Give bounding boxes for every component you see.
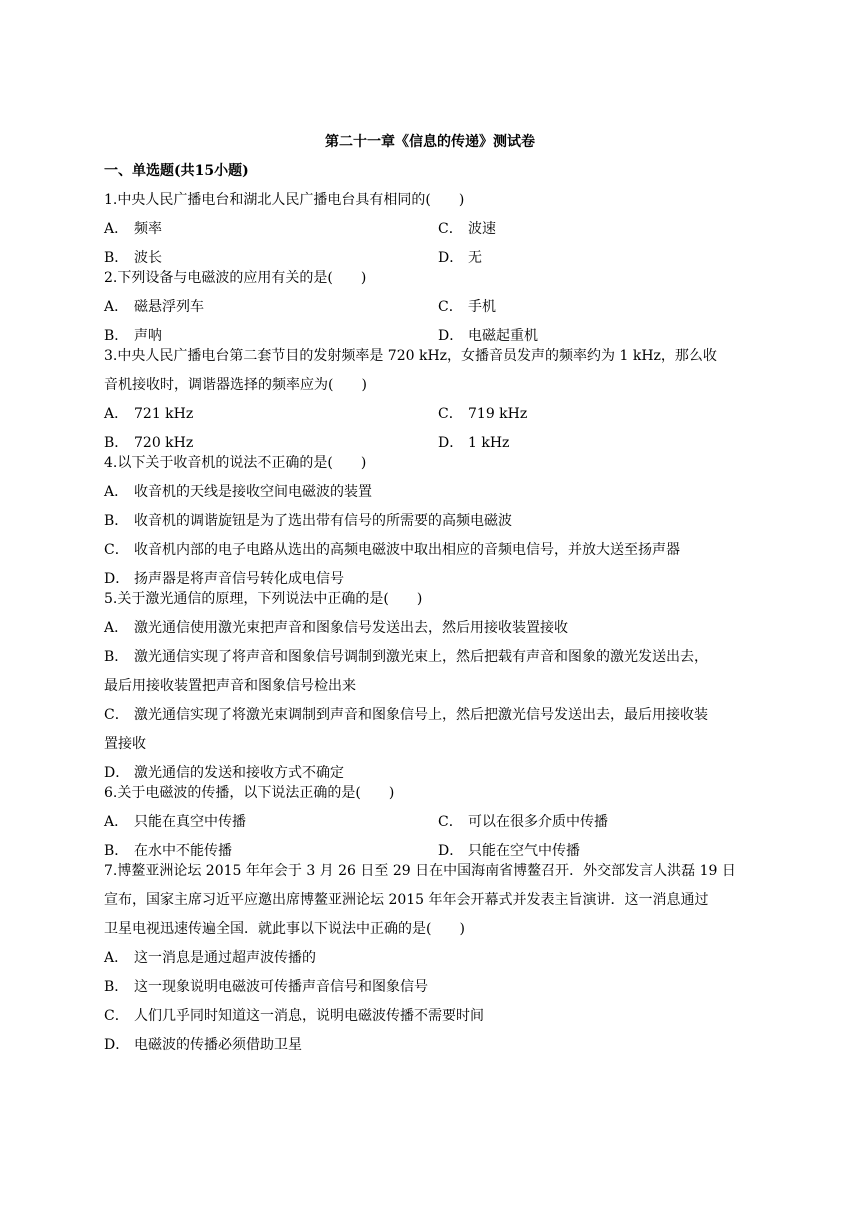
option-letter: B． bbox=[104, 979, 129, 995]
option-letter: D． bbox=[104, 571, 130, 587]
option-text: 720 kHz bbox=[134, 435, 194, 451]
option-text: 收音机的调谐旋钮是为了选出带有信号的所需要的高频电磁波 bbox=[134, 513, 512, 529]
question-7 bbox=[104, 861, 756, 1055]
option-letter: C． bbox=[104, 542, 129, 558]
option-text: 频率 bbox=[134, 221, 162, 237]
option-a bbox=[104, 482, 756, 502]
option-letter: A． bbox=[104, 221, 129, 237]
option-letter: A． bbox=[104, 484, 129, 500]
option-text: 扬声器是将声音信号转化成电信号 bbox=[134, 571, 344, 587]
option-letter: B． bbox=[104, 513, 129, 529]
option-text: 波速 bbox=[468, 221, 496, 237]
option-c-continued bbox=[104, 734, 756, 754]
option-text: 在水中不能传播 bbox=[134, 843, 232, 859]
option-letter: C． bbox=[438, 221, 463, 237]
option-b bbox=[104, 977, 756, 997]
option-text: 激光通信使用激光束把声音和图象信号发送出去，然后用接收装置接收 bbox=[134, 620, 568, 636]
option-text: 电磁起重机 bbox=[468, 328, 538, 344]
option-c bbox=[438, 404, 756, 424]
option-text: 声呐 bbox=[134, 328, 162, 344]
option-letter: A． bbox=[104, 620, 129, 636]
question-stem-line: 音机接收时，调谐器选择的频率应为( ) bbox=[104, 377, 367, 393]
option-letter: C． bbox=[104, 707, 129, 723]
option-letter: A． bbox=[104, 406, 129, 422]
option-text: 最后用接收装置把声音和图象信号检出来 bbox=[104, 678, 356, 694]
option-letter: C． bbox=[438, 299, 463, 315]
option-letter: D． bbox=[438, 250, 464, 266]
option-letter: A． bbox=[104, 950, 129, 966]
option-text: 只能在真空中传播 bbox=[134, 814, 246, 830]
option-d bbox=[104, 763, 756, 783]
option-a bbox=[104, 404, 438, 424]
option-text: 这一现象说明电磁波可传播声音信号和图象信号 bbox=[134, 979, 428, 995]
option-letter: C． bbox=[104, 1008, 129, 1024]
question-stem: 1.中央人民广播电台和湖北人民广播电台具有相同的( ) bbox=[104, 192, 465, 208]
question-6 bbox=[104, 783, 756, 861]
option-text: 可以在很多介质中传播 bbox=[468, 814, 608, 830]
option-letter: D． bbox=[438, 435, 464, 451]
option-letter: C． bbox=[438, 406, 463, 422]
question-stem: 5.关于激光通信的原理，下列说法中正确的是( ) bbox=[104, 591, 423, 607]
question-stem: 6.关于电磁波的传播，以下说法正确的是( ) bbox=[104, 785, 395, 801]
option-text: 波长 bbox=[134, 250, 162, 266]
option-c bbox=[104, 705, 756, 725]
option-a bbox=[104, 812, 438, 832]
document-body bbox=[104, 132, 756, 1064]
option-d bbox=[104, 1035, 756, 1055]
question-stem: 2.下列设备与电磁波的应用有关的是( ) bbox=[104, 270, 367, 286]
option-letter: B． bbox=[104, 649, 129, 665]
option-letter: D． bbox=[104, 1037, 130, 1053]
options bbox=[104, 219, 756, 268]
option-letter: A． bbox=[104, 299, 129, 315]
option-a bbox=[104, 948, 756, 968]
question-3 bbox=[104, 346, 756, 453]
option-letter: A． bbox=[104, 814, 129, 830]
options bbox=[104, 812, 756, 861]
question-1 bbox=[104, 190, 756, 268]
option-text: 只能在空气中传播 bbox=[468, 843, 580, 859]
option-d bbox=[438, 248, 756, 268]
option-text: 721 kHz bbox=[134, 406, 194, 422]
option-c bbox=[104, 540, 756, 560]
question-stem: 4.以下关于收音机的说法不正确的是( ) bbox=[104, 455, 367, 471]
option-text: 719 kHz bbox=[468, 406, 528, 422]
question-2 bbox=[104, 268, 756, 346]
option-text: 无 bbox=[468, 250, 482, 266]
option-text: 手机 bbox=[468, 299, 496, 315]
option-text: 置接收 bbox=[104, 736, 146, 752]
option-b bbox=[104, 433, 438, 453]
option-d bbox=[438, 433, 756, 453]
option-text: 这一消息是通过超声波传播的 bbox=[134, 950, 316, 966]
option-c bbox=[104, 1006, 756, 1026]
option-b bbox=[104, 511, 756, 531]
options bbox=[104, 297, 756, 346]
option-b bbox=[104, 841, 438, 861]
option-text: 电磁波的传播必须借助卫星 bbox=[134, 1037, 302, 1053]
option-b bbox=[104, 248, 438, 268]
question-4 bbox=[104, 453, 756, 589]
option-text: 磁悬浮列车 bbox=[134, 299, 204, 315]
page-title: 第二十一章《信息的传递》测试卷 bbox=[325, 134, 535, 150]
option-text: 激光通信实现了将声音和图象信号调制到激光束上，然后把载有声音和图象的激光发送出去， bbox=[134, 649, 708, 665]
section-heading: 一、单选题(共15小题) bbox=[104, 163, 249, 179]
options bbox=[104, 404, 756, 453]
option-c bbox=[438, 812, 756, 832]
question-stem-line: 卫星电视迅速传遍全国．就此事以下说法中正确的是( ) bbox=[104, 921, 465, 937]
option-a bbox=[104, 297, 438, 317]
option-text: 收音机的天线是接收空间电磁波的装置 bbox=[134, 484, 372, 500]
option-a bbox=[104, 618, 756, 638]
option-letter: B． bbox=[104, 250, 129, 266]
option-b bbox=[104, 326, 438, 346]
option-b bbox=[104, 647, 756, 667]
option-letter: B． bbox=[104, 843, 129, 859]
option-letter: D． bbox=[438, 328, 464, 344]
option-text: 激光通信实现了将激光束调制到声音和图象信号上，然后把激光信号发送出去，最后用接收装 bbox=[134, 707, 708, 723]
option-letter: D． bbox=[104, 765, 130, 781]
option-d bbox=[438, 841, 756, 861]
option-text: 人们几乎同时知道这一消息，说明电磁波传播不需要时间 bbox=[134, 1008, 484, 1024]
option-letter: D． bbox=[438, 843, 464, 859]
option-c bbox=[438, 219, 756, 239]
option-d bbox=[104, 569, 756, 589]
option-text: 收音机内部的电子电路从选出的高频电磁波中取出相应的音频电信号，并放大送至扬声器 bbox=[134, 542, 680, 558]
option-d bbox=[438, 326, 756, 346]
question-stem-line: 3.中央人民广播电台第二套节目的发射频率是 720 kHz，女播音员发声的频率约为 1 kHz，那么收 bbox=[104, 348, 717, 364]
option-c bbox=[438, 297, 756, 317]
option-text: 激光通信的发送和接收方式不确定 bbox=[134, 765, 344, 781]
question-stem-line: 宣布，国家主席习近平应邀出席博鳌亚洲论坛 2015 年年会开幕式并发表主旨演讲．这一消息通过 bbox=[104, 892, 709, 908]
option-letter: B． bbox=[104, 435, 129, 451]
option-letter: B． bbox=[104, 328, 129, 344]
option-letter: C． bbox=[438, 814, 463, 830]
question-5 bbox=[104, 589, 756, 783]
option-text: 1 kHz bbox=[468, 435, 510, 451]
question-stem-line: 7.博鳌亚洲论坛 2015 年年会于 3 月 26 日至 29 日在中国海南省博鳌召开．外交部发言人洪磊 19 日 bbox=[104, 863, 736, 879]
option-a bbox=[104, 219, 438, 239]
option-b-continued bbox=[104, 676, 756, 696]
